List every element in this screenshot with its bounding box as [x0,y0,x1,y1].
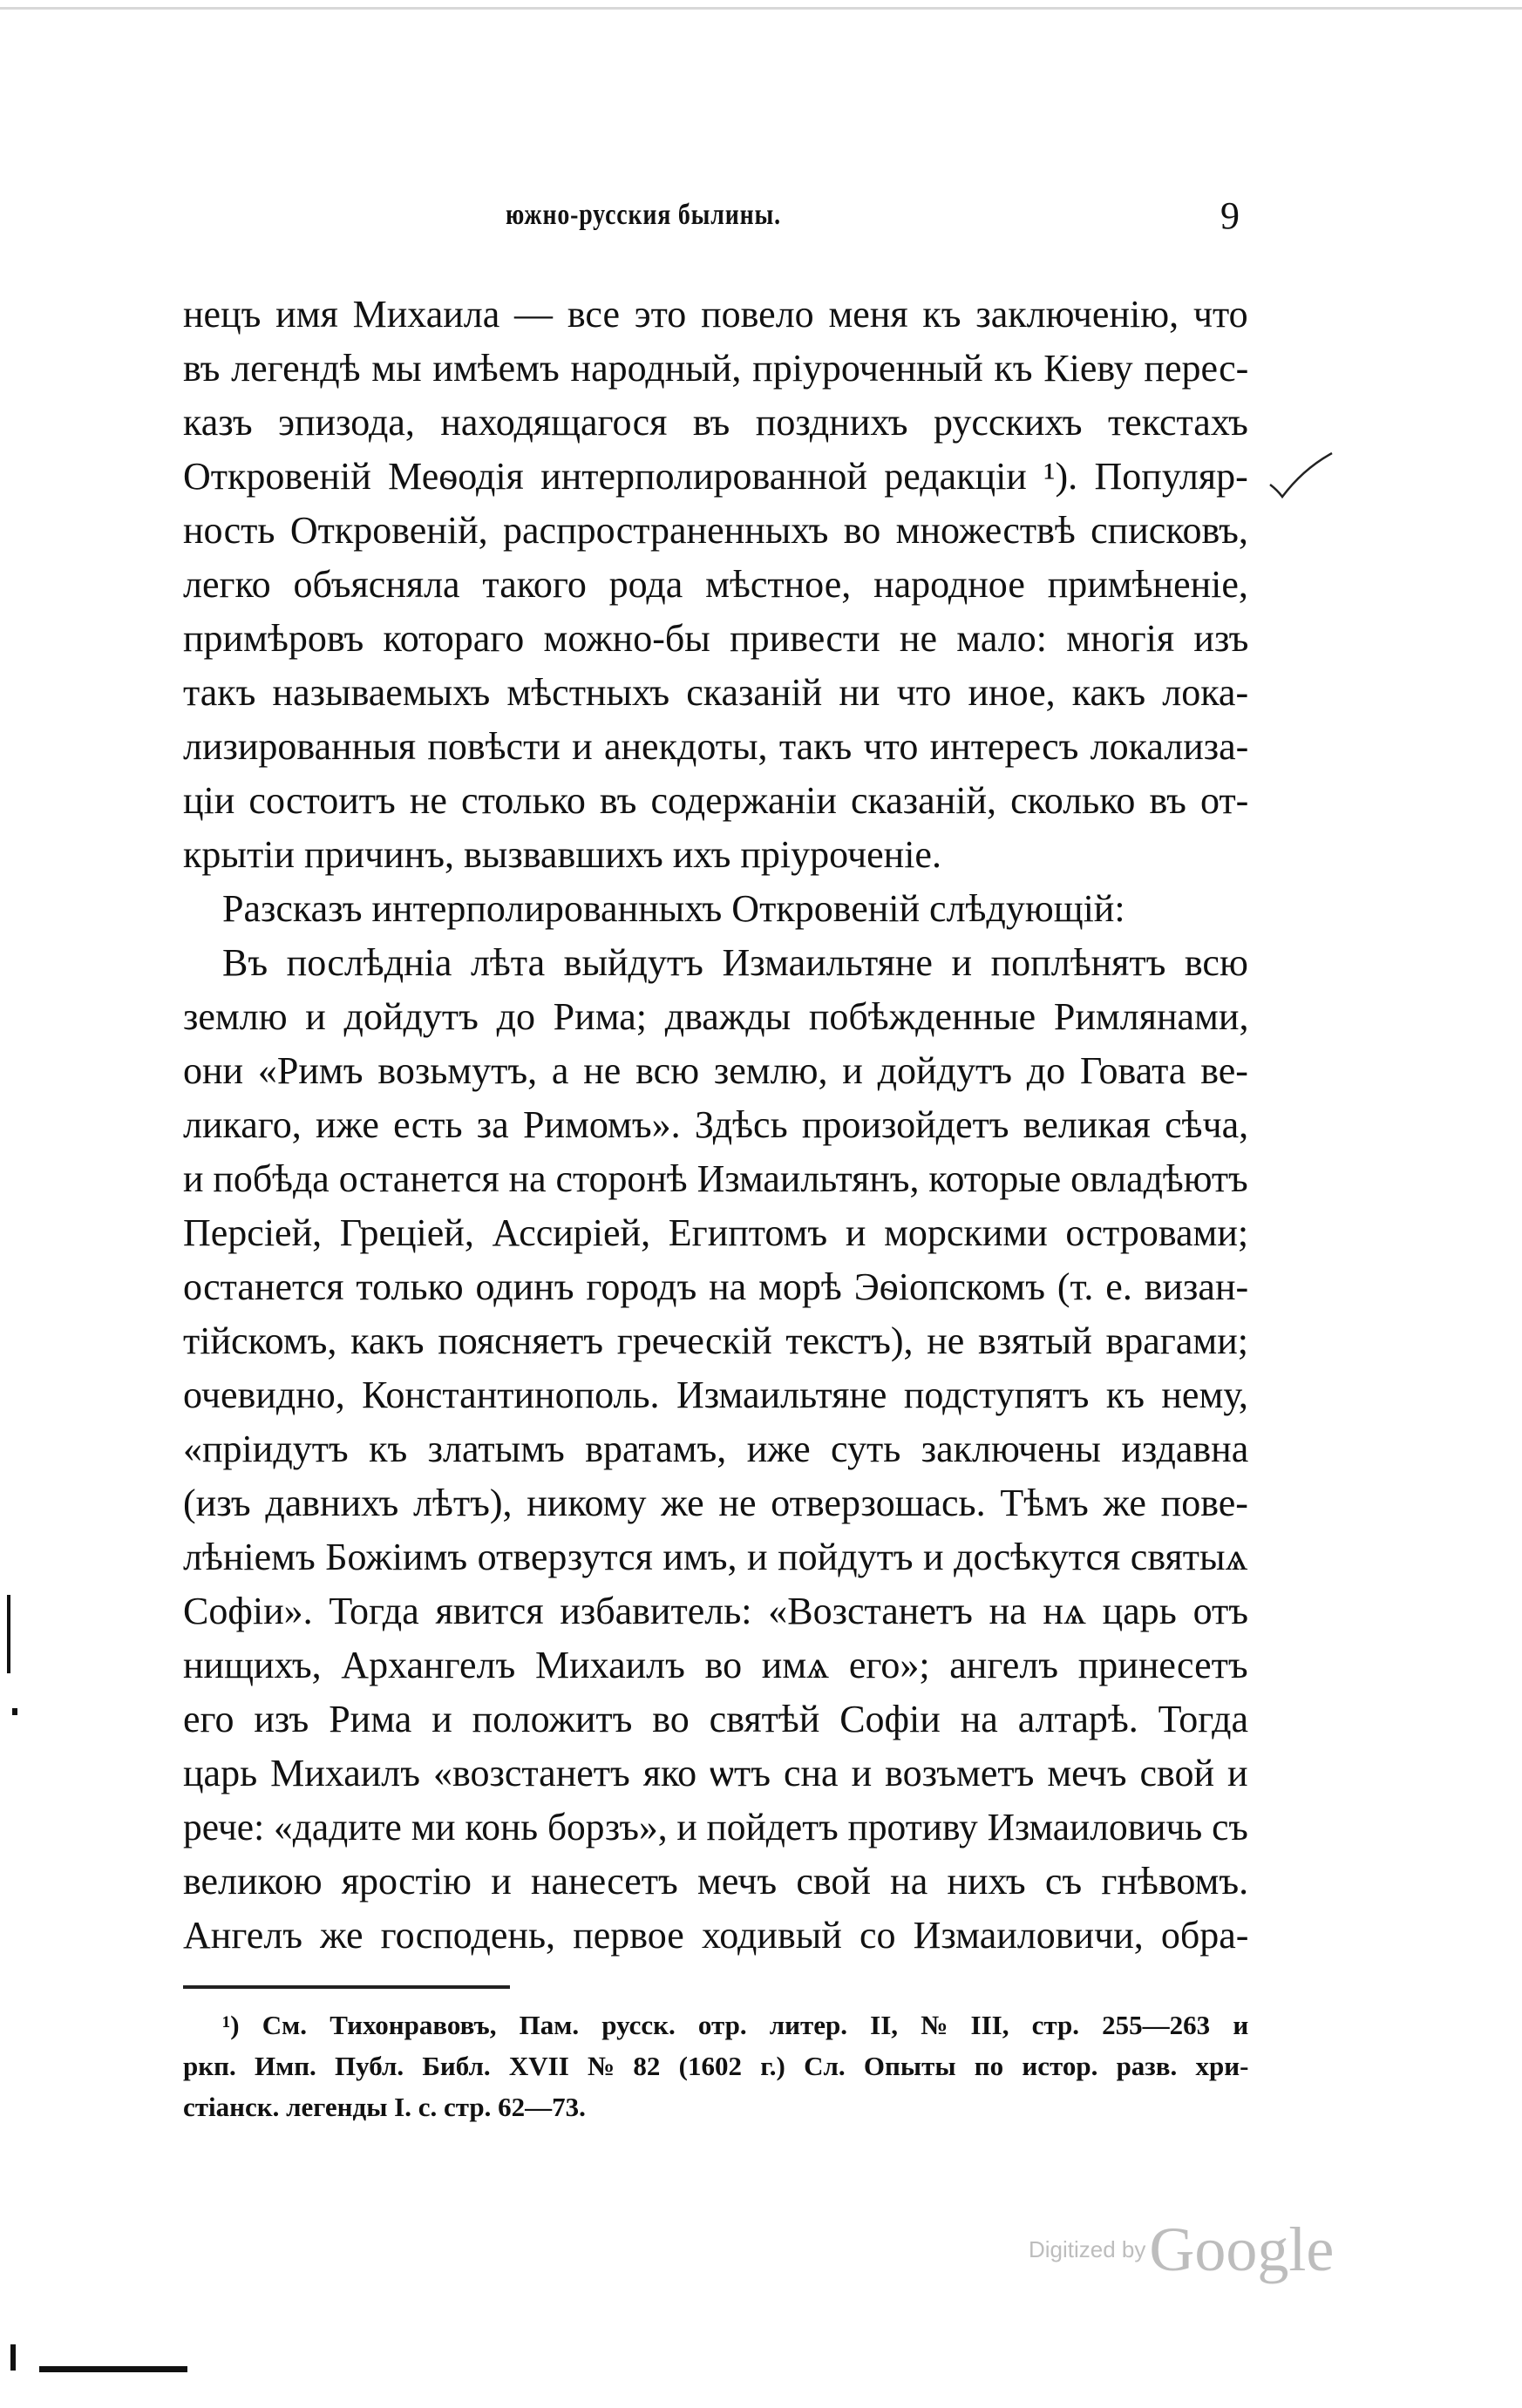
text-line [183,1368,1248,1422]
text-line-text: нищихъ, Архангелъ Михаилъ во имѧ его»; ангелъ принесетъ [183,1644,1248,1686]
running-title: южно-русския былины. [506,199,781,231]
scan-artifact [12,1708,17,1715]
text-line [183,1206,1248,1260]
text-line-text: «пріидутъ къ златымъ вратамъ, иже суть заключены издавна [183,1428,1249,1470]
text-line-text: останется только одинъ городъ на морѣ Эѳіопскомъ (т. е. визан- [183,1265,1249,1308]
text-line [183,1530,1248,1584]
text-line [183,1098,1248,1152]
footnote-line [183,2086,1248,2127]
text-line [183,342,1248,396]
text-line-text: они «Римъ возьмутъ, а не всю землю, и дойдутъ до Говата ве- [183,1049,1248,1092]
scan-artifact [7,1595,10,1673]
text-line [183,1044,1248,1098]
text-line [183,1747,1248,1801]
text-line-text: рече: «дадите ми конь борзъ», и пойдетъ противу Измаиловичь съ [183,1806,1248,1848]
text-line [183,828,1248,882]
scan-top-edge [0,7,1522,10]
footnotes [183,2004,1248,2127]
footnote-line-text: ¹) См. Тихонравовъ, Пам. русск. отр. литер. II, № III, стр. 255—263 и [222,2010,1249,2040]
text-line [183,612,1248,666]
watermark-prefix: Digitized by [1029,2236,1146,2262]
text-line [183,1638,1248,1692]
footnote-divider [183,1985,510,1989]
text-line [183,936,1248,990]
text-line-text: (изъ давнихъ лѣтъ), никому же не отверзошась. Тѣмъ же пове- [183,1482,1248,1524]
margin-checkmark-icon [1268,451,1334,499]
text-line-text: Ангелъ же господень, первое ходивый со Измаиловичи, обра- [183,1914,1249,1957]
text-line [183,1692,1248,1747]
text-line [183,1476,1248,1530]
text-line-text: въ легендѣ мы имѣемъ народный, пріуроченный къ Кіеву перес- [183,347,1249,390]
body-text [183,288,1248,1963]
text-line-text: ликаго, иже есть за Римомъ». Здѣсь произойдетъ великая сѣча, [183,1103,1249,1146]
text-line-text: лизированныя повѣсти и анекдоты, такъ что интересъ локализа- [183,725,1249,768]
text-line-text: крытіи причинъ, вызвавшихъ ихъ пріуроченіе. [183,833,941,876]
watermark-brand: Google [1149,2215,1335,2284]
text-line-text: такъ называемыхъ мѣстныхъ сказаній ни что иное, какъ лока- [183,671,1249,714]
text-line-text: нецъ имя Михаила — все это повело меня къ заключенію, что [183,293,1248,336]
text-line [183,288,1248,342]
footnote-line [183,2045,1248,2086]
text-line [183,504,1248,558]
text-line-text: царь Михаилъ «возстанетъ яко ѡтъ сна и возъметъ мечъ свой и [183,1752,1248,1794]
text-line [183,720,1248,774]
page-number: 9 [1220,194,1240,237]
scan-artifact [10,2344,16,2371]
text-line-text: Разсказъ интерполированныхъ Откровеній слѣдующій: [222,887,1125,930]
text-line-text: легко объясняла такого рода мѣстное, народное примѣненіе, [183,563,1248,606]
text-line-text: казъ эпизода, находящагося въ позднихъ русскихъ текстахъ [183,401,1248,444]
text-line [183,1801,1248,1855]
text-line [183,396,1248,450]
text-line [183,882,1248,936]
text-line-text: Персіей, Греціей, Ассиріей, Египтомъ и морскими островами; [183,1211,1249,1254]
text-line [183,450,1248,504]
text-line [183,666,1248,720]
text-line-text: великою яростію и нанесетъ мечъ свой на нихъ съ гнѣвомъ. [183,1860,1249,1903]
text-line [183,1260,1248,1314]
text-line-text: примѣровъ котораго можно-бы привести не мало: многія изъ [183,617,1249,660]
footnote-line-text: стіанск. легенды I. с. стр. 62—73. [183,2092,586,2122]
text-line-text: его изъ Рима и положитъ во святѣй Софіи на алтарѣ. Тогда [183,1698,1249,1740]
text-line-text: Въ послѣдніа лѣта выйдутъ Измаильтяне и поплѣнятъ всю [222,941,1248,984]
text-line-text: тійскомъ, какъ поясняетъ греческій текстъ), не взятый врагами; [183,1319,1248,1362]
text-line [183,1314,1248,1368]
text-line-text: ность Откровеній, распространенныхъ во множествѣ списковъ, [183,509,1248,552]
text-line [183,1855,1248,1909]
text-line [183,1152,1248,1206]
footnote-line-text: ркп. Имп. Публ. Библ. XVII № 82 (1602 г.) Сл. Опыты по истор. разв. хри- [183,2051,1249,2081]
digitized-by-google-watermark [1029,2214,1334,2286]
text-line [183,990,1248,1044]
text-line-text: землю и дойдутъ до Рима; дважды побѣжденные Римлянами, [183,995,1249,1038]
scan-artifact [39,2366,187,2372]
footnote-line [183,2004,1248,2045]
text-line [183,1422,1248,1476]
text-line-text: очевидно, Константинополь. Измаильтяне подступятъ къ нему, [183,1374,1248,1416]
text-line-text: Откровеній Меѳодія интерполированной редакціи ¹). Популяр- [183,455,1248,498]
text-line [183,1584,1248,1638]
text-line-text: лѣніемъ Божіимъ отверзутся имъ, и пойдутъ и досѣкутся святыѧ [183,1536,1248,1578]
text-line-text: ціи состоитъ не столько въ содержаніи сказаній, сколько въ от- [183,779,1249,822]
text-line [183,558,1248,612]
text-line [183,1909,1248,1963]
text-line-text: и побѣда останется на сторонѣ Измаильтянъ, которые овладѣютъ [183,1157,1248,1200]
text-line-text: Софіи». Тогда явится избавитель: «Возстанетъ на нѧ царь отъ [183,1590,1248,1632]
text-line [183,774,1248,828]
